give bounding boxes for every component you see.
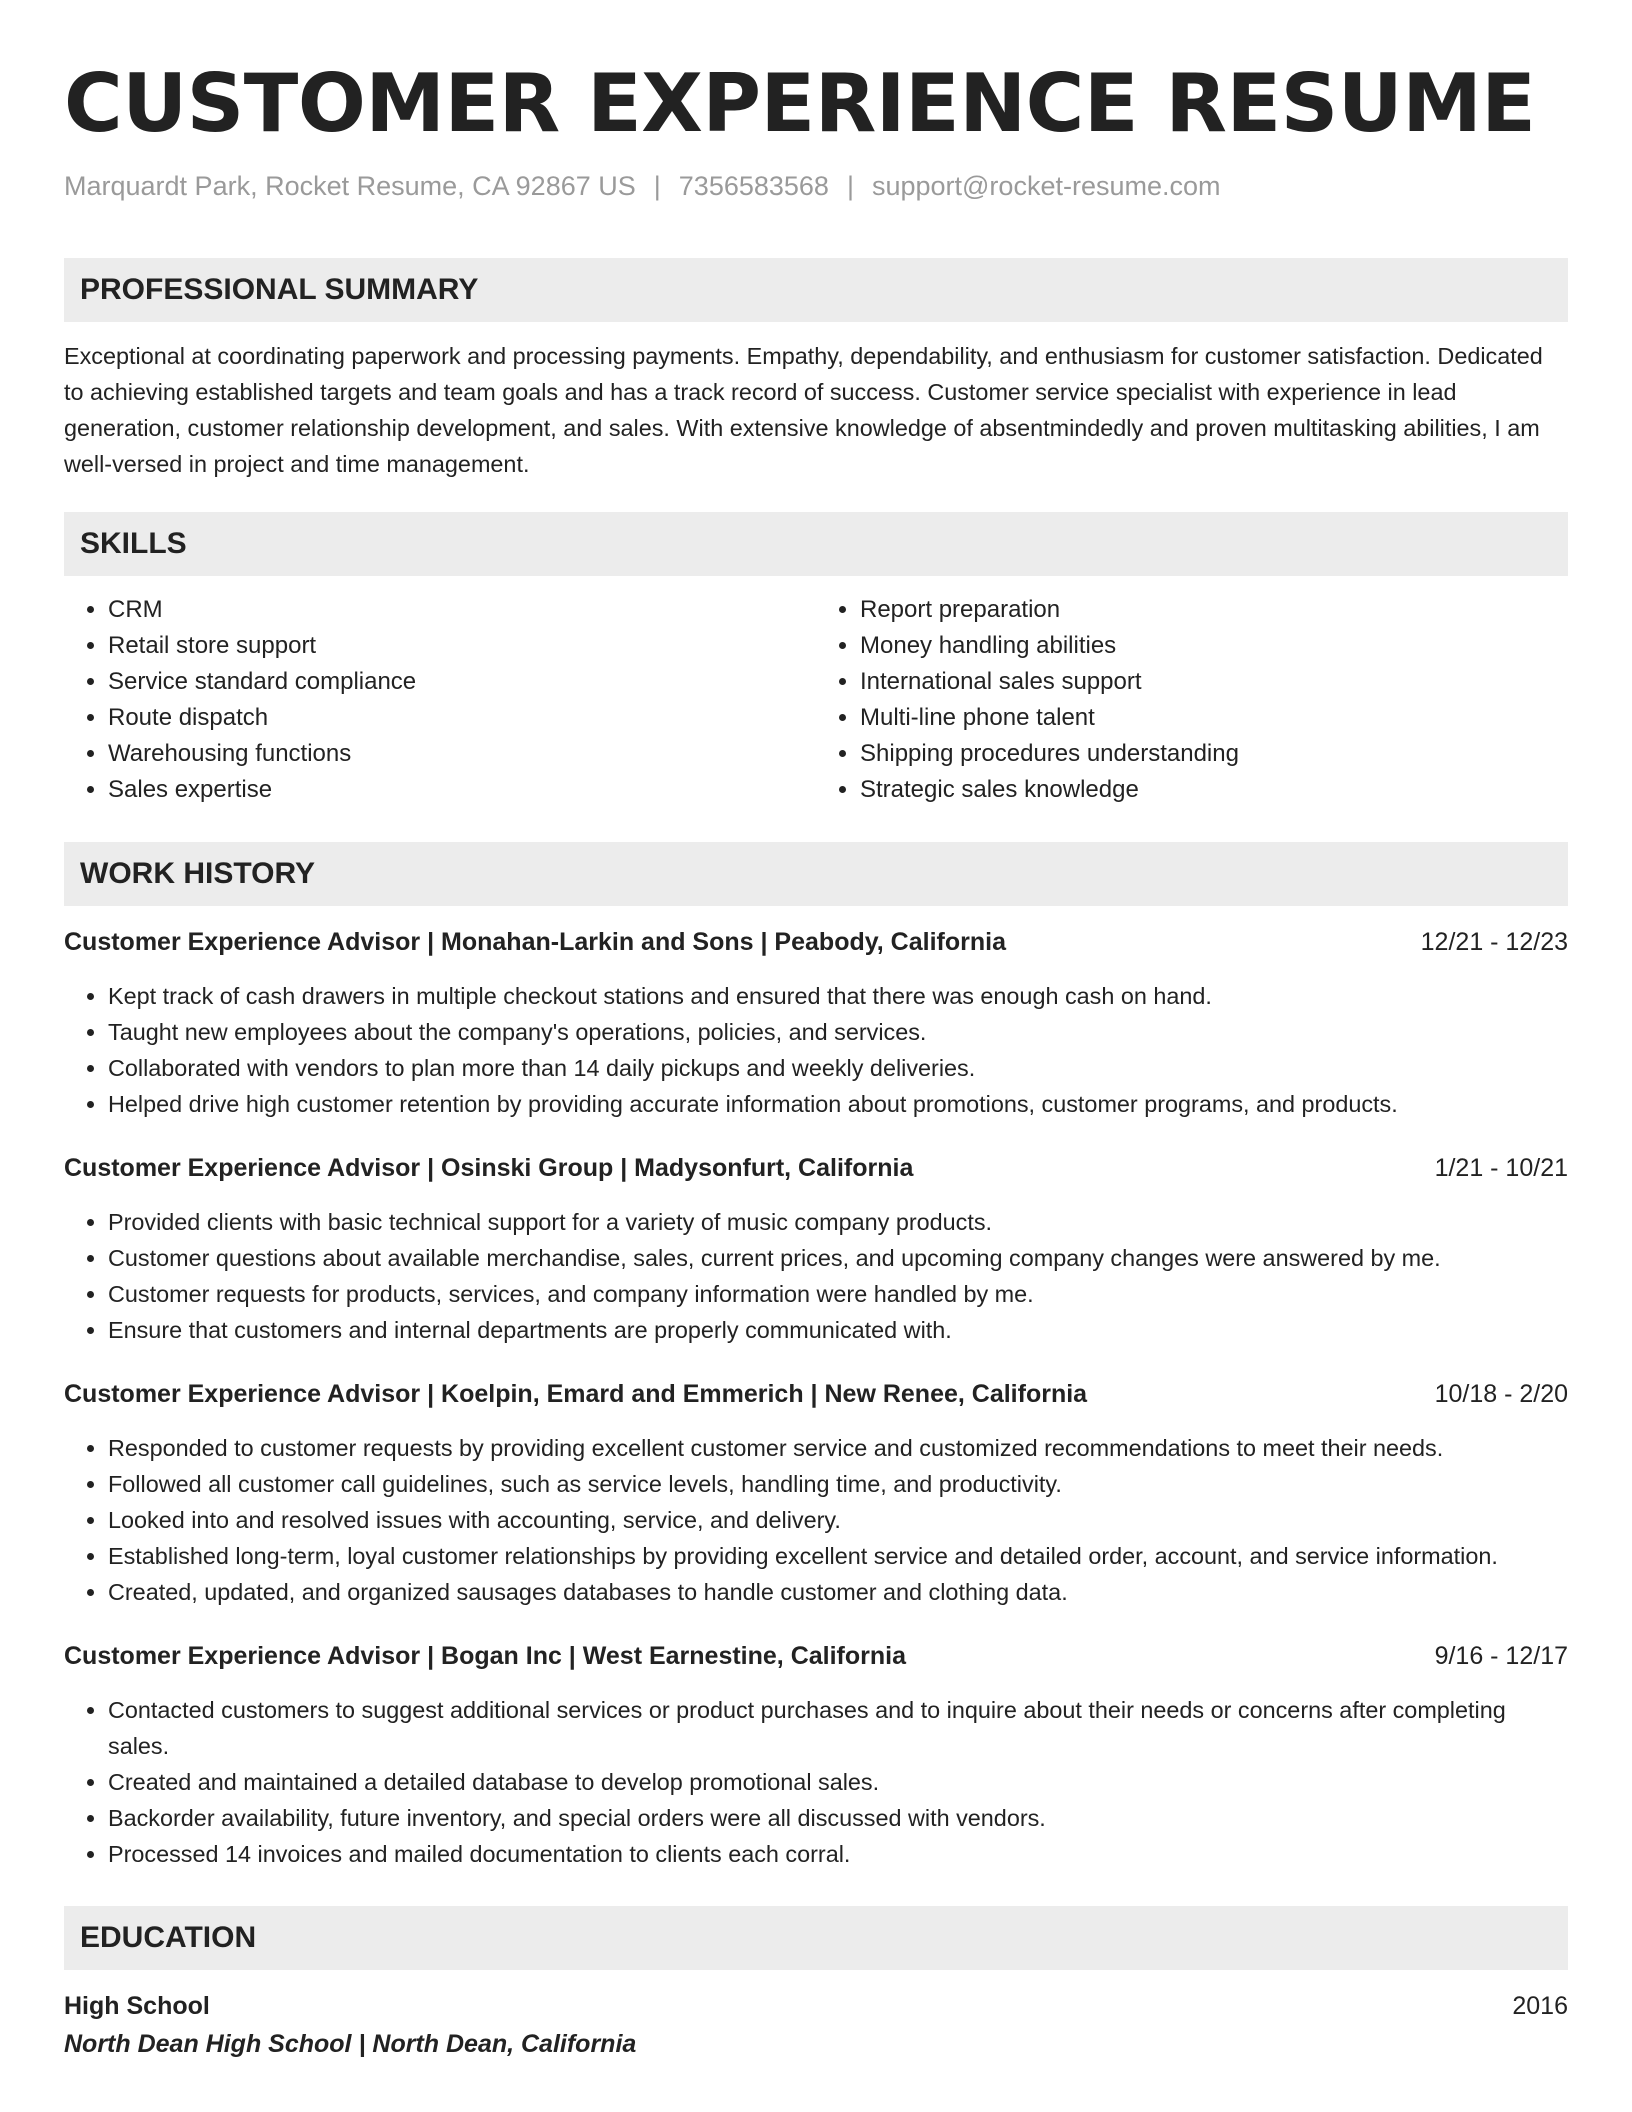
skill-item: • Service standard compliance [108,664,816,700]
job-bullet: • Helped drive high customer retention by providing accurate information about promotions, customer programs, and products. [108,1086,1568,1122]
skill-item: • Multi-line phone talent [860,700,1568,736]
section-header-summary: PROFESSIONAL SUMMARY [64,258,1568,322]
job-header [64,1376,1568,1412]
job-entry [64,1376,1568,1610]
job-bullet: • Ensure that customers and internal departments are properly communicated with. [108,1312,1568,1348]
job-bullet: • Created and maintained a detailed database to develop promotional sales. [108,1764,1568,1800]
job-bullet: • Customer requests for products, services, and company information were handled by me. [108,1276,1568,1312]
skill-item: • Sales expertise [108,772,816,808]
job-bullets [64,1430,1568,1610]
section-header-work-history: WORK HISTORY [64,842,1568,906]
skill-item: • Money handling abilities [860,628,1568,664]
job-title: Customer Experience Advisor | Bogan Inc | West Earnestine, California [64,1642,906,1670]
contact-separator: | [846,171,854,201]
contact-line [64,168,1568,204]
skill-item: • Route dispatch [108,700,816,736]
contact-email: support@rocket-resume.com [871,171,1221,201]
skill-item: • Shipping procedures understanding [860,736,1568,772]
skill-item: • Report preparation [860,592,1568,628]
job-bullet: • Customer questions about available merchandise, sales, current prices, and upcoming company changes were answered by me. [108,1240,1568,1276]
job-bullet: • Contacted customers to suggest additional services or product purchases and to inquire about their needs or concerns after completing sales. [108,1692,1568,1764]
education-year: 2016 [1512,1992,1568,2020]
job-dates: 1/21 - 10/21 [1434,1154,1568,1182]
skills-column-right [816,592,1568,808]
job-bullets [64,1692,1568,1872]
job-header [64,1150,1568,1186]
skill-item: • Retail store support [108,628,816,664]
skill-item: • International sales support [860,664,1568,700]
job-bullet: • Followed all customer call guidelines, such as service levels, handling time, and productivity. [108,1466,1568,1502]
skill-item: • Strategic sales knowledge [860,772,1568,808]
contact-phone: 7356583568 [678,171,829,201]
job-dates: 9/16 - 12/17 [1434,1642,1568,1670]
section-header-education: EDUCATION [64,1906,1568,1970]
job-entry [64,1150,1568,1348]
job-bullet: • Processed 14 invoices and mailed documentation to clients each corral. [108,1836,1568,1872]
education-school: North Dean High School | North Dean, California [64,2030,637,2058]
job-header [64,1638,1568,1674]
skill-item: • CRM [108,592,816,628]
education-entry [64,1988,1568,2064]
skills-column-left [64,592,816,808]
job-title: Customer Experience Advisor | Osinski Group | Madysonfurt, California [64,1154,914,1182]
skills-grid [64,592,1568,808]
contact-address: Marquardt Park, Rocket Resume, CA 92867 US [64,171,636,201]
job-bullet: • Kept track of cash drawers in multiple checkout stations and ensured that there was enough cash on hand. [108,978,1568,1014]
resume-title: CUSTOMER EXPERIENCE RESUME [64,57,1536,150]
job-bullet: • Backorder availability, future inventory, and special orders were all discussed with vendors. [108,1800,1568,1836]
summary-text: Exceptional at coordinating paperwork and processing payments. Empathy, dependability, and enthusiasm for customer satisfaction. Dedicated to achieving established targets and team goals and has a track record of success. Customer service specialist with experience in lead generation, customer relationship development, and sales. With extensive knowledge of absentmindedly and proven multitasking abilities, I am well-versed in project and time management. [64,343,1543,477]
contact-separator: | [653,171,661,201]
section-header-skills: SKILLS [64,512,1568,576]
job-bullets [64,978,1568,1122]
job-bullet: • Collaborated with vendors to plan more than 14 daily pickups and weekly deliveries. [108,1050,1568,1086]
education-degree: High School [64,1992,210,2020]
job-bullets [64,1204,1568,1348]
skill-item: • Warehousing functions [108,736,816,772]
job-bullet: • Looked into and resolved issues with accounting, service, and delivery. [108,1502,1568,1538]
education-header [64,1988,1568,2024]
job-title: Customer Experience Advisor | Koelpin, Emard and Emmerich | New Renee, California [64,1380,1088,1408]
job-bullet: • Taught new employees about the company's operations, policies, and services. [108,1014,1568,1050]
job-bullet: • Provided clients with basic technical support for a variety of music company products. [108,1204,1568,1240]
job-title: Customer Experience Advisor | Monahan-Larkin and Sons | Peabody, California [64,928,1006,956]
job-bullet: • Created, updated, and organized sausages databases to handle customer and clothing data. [108,1574,1568,1610]
job-dates: 10/18 - 2/20 [1434,1380,1568,1408]
job-entry [64,924,1568,1122]
job-entry [64,1638,1568,1872]
job-header [64,924,1568,960]
job-bullet: • Established long-term, loyal customer relationships by providing excellent service and detailed order, account, and service information. [108,1538,1568,1574]
job-bullet: • Responded to customer requests by providing excellent customer service and customized recommendations to meet their needs. [108,1430,1568,1466]
job-dates: 12/21 - 12/23 [1420,928,1568,956]
